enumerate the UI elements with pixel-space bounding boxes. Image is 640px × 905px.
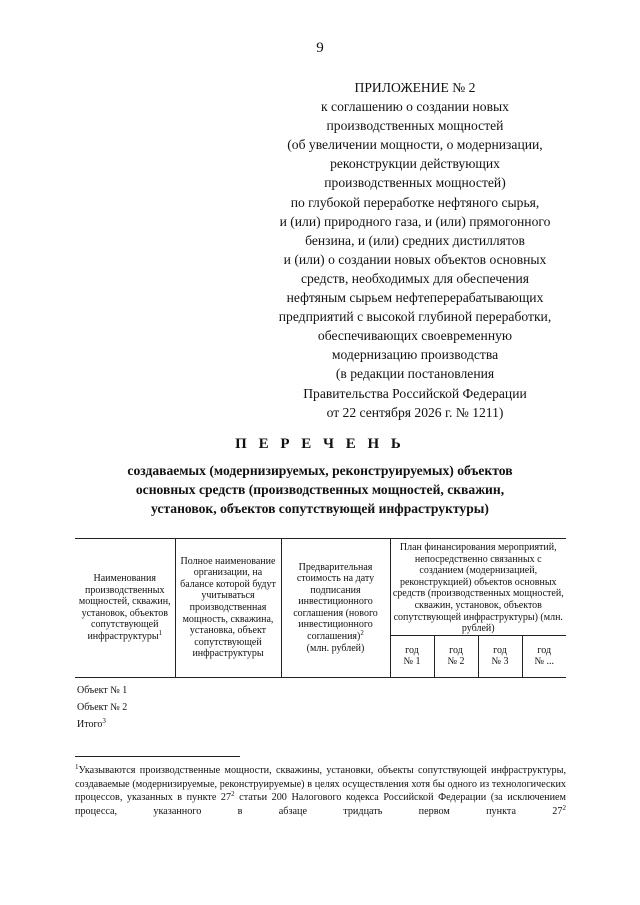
- header-col-financing: [390, 539, 566, 636]
- objects-list: [77, 682, 127, 733]
- document-subheading: [80, 461, 560, 518]
- total-row: [77, 716, 127, 733]
- year-label: год: [449, 644, 463, 656]
- footnote-ref: 2: [231, 790, 235, 799]
- appendix-line: к соглашению о создании новых: [321, 99, 509, 115]
- header-col-cost-text: Предварительная стоимость на дату подписания инвестиционного соглашения (нового инвестиционного соглашения): [293, 561, 378, 643]
- appendix-line: производственных мощностей): [324, 175, 506, 191]
- header-col-organization-text: Полное наименование организации, на балансе которой будут учитываться производственная мощность, скважина, установка, объект сопутствующей инфраструктуры: [180, 555, 276, 660]
- object-row-2: Объект № 2: [77, 702, 128, 713]
- appendix-line: и (или) о создании новых объектов основных: [283, 251, 547, 267]
- objects-table: [75, 538, 566, 678]
- object-row-1: Объект № 1: [77, 685, 128, 696]
- header-col-cost-unit: (млн. рублей): [306, 642, 365, 654]
- footnote-marker: 1: [75, 763, 79, 771]
- appendix-line: средств, необходимых для обеспечения: [300, 270, 530, 286]
- appendix-line: модернизацию производства: [331, 347, 499, 363]
- appendix-line: обеспечивающих своевременную: [317, 328, 513, 344]
- appendix-line: ПРИЛОЖЕНИЕ № 2: [354, 80, 476, 95]
- appendix-line: нефтяным сырьем нефтеперерабатывающих: [286, 290, 544, 306]
- header-col-name-text: Наименования производственных мощностей, скважин, установок, объектов сопутствующей инфраструктуры: [78, 573, 171, 643]
- page-number: 9: [316, 40, 324, 56]
- header-col-name: [75, 539, 175, 678]
- footnote-text: Указываются производственные мощности, скважины, установки, объекты сопутствующей инфраструктуры, создаваемые (модернизируемые, реконструируемые) в целях осуществления хотя бы одного из технологических процессов, указанных в пункте 27: [75, 765, 566, 804]
- appendix-line: (об увеличении мощности, о модернизации,: [287, 137, 543, 153]
- header-year-4: [522, 635, 566, 677]
- footnote-ref: 1: [158, 629, 163, 638]
- appendix-header: [250, 78, 580, 422]
- year-label: год: [537, 644, 552, 656]
- appendix-line: производственных мощностей: [326, 118, 504, 134]
- header-year-2: [434, 635, 478, 677]
- footnote-ref: 3: [102, 717, 106, 725]
- appendix-line: от 22 сентября 2026 г. № 1211): [326, 404, 504, 420]
- document-heading: П Е Р Е Ч Е Н Ь: [235, 436, 405, 452]
- appendix-line: и (или) природного газа, и (или) прямогонного: [279, 213, 551, 229]
- total-label: Итого: [77, 719, 103, 730]
- year-number: № 3: [491, 656, 509, 668]
- appendix-line: по глубокой переработке нефтяного сырья,: [290, 194, 540, 210]
- appendix-line: реконструкции действующих: [330, 156, 500, 172]
- footnote-ref: 2: [360, 629, 364, 638]
- footnote-ref: 2: [562, 803, 566, 812]
- year-number: № ...: [534, 656, 555, 668]
- header-col-organization: [175, 539, 281, 678]
- header-year-1: [390, 635, 434, 677]
- appendix-line: (в редакции постановления: [335, 366, 495, 382]
- footnote-text: статьи 200 Налогового кодекса Российской Федерации (за исключением процесса, указанного в абзаце тридцать первом пункта 27: [75, 792, 566, 817]
- footnote-separator: [75, 756, 240, 757]
- year-number: № 2: [447, 656, 465, 668]
- header-col-financing-text: План финансирования мероприятий, непосредственно связанных с созданием (модернизацией, реконструкцией) объектов основных средств (производственных мощностей, скважин, установок, объектов сопутствующей инфраструктуры) (млн. рублей): [392, 542, 564, 635]
- header-col-cost: [281, 539, 390, 678]
- appendix-line: предприятий с высокой глубиной переработки,: [278, 309, 552, 325]
- subheading-line: установок, объектов сопутствующей инфраструктуры): [151, 501, 489, 516]
- subheading-line: создаваемых (модернизируемых, реконструируемых) объектов: [127, 463, 513, 478]
- appendix-line: Правительства Российской Федерации: [303, 385, 527, 401]
- year-number: № 1: [403, 656, 421, 668]
- header-year-3: [478, 635, 522, 677]
- year-label: год: [405, 644, 419, 656]
- footnote-1: [75, 764, 566, 818]
- year-label: год: [493, 644, 507, 656]
- appendix-line: бензина, и (или) средних дистиллятов: [305, 232, 525, 248]
- subheading-line: основных средств (производственных мощностей, скважин,: [135, 482, 505, 497]
